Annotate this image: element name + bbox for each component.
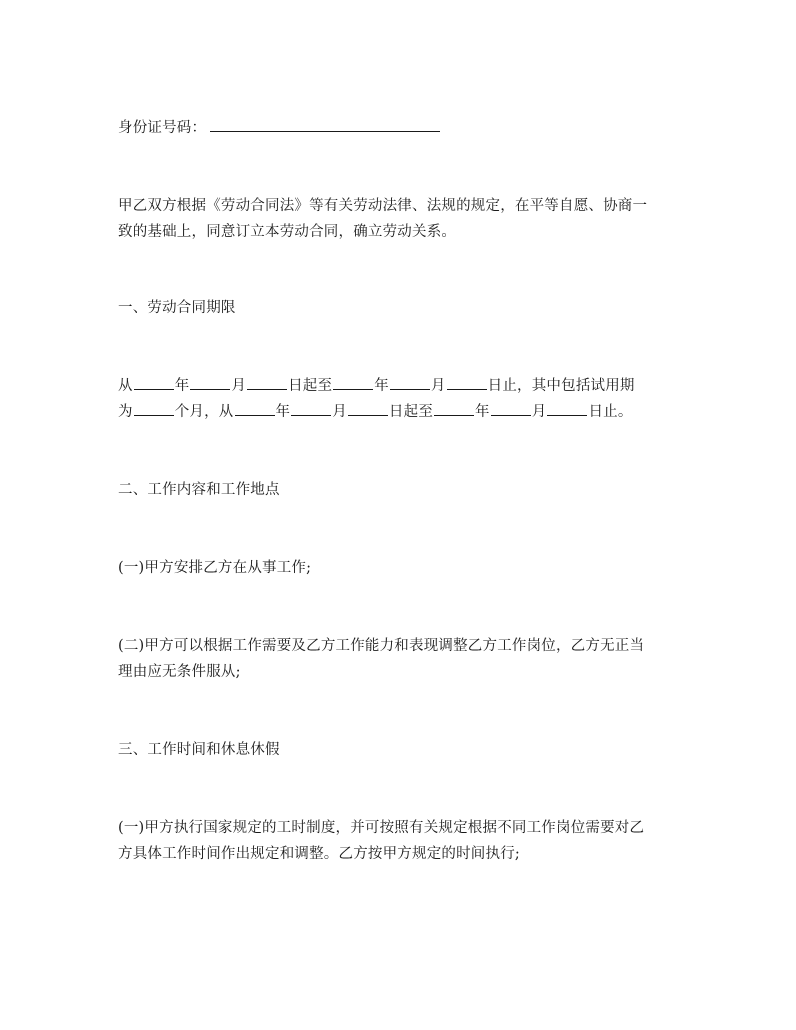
contract-term-paragraph: [118, 373, 684, 425]
probation-start-year-blank[interactable]: [235, 400, 275, 416]
term-from-text: 从: [118, 378, 133, 394]
probation-start-day-blank[interactable]: [348, 400, 388, 416]
start-year-blank[interactable]: [134, 374, 174, 390]
section-3-item-1-line-1: (一)甲方执行国家规定的工时制度，并可按照有关规定根据不同工作岗位需要对乙: [118, 820, 645, 836]
section-3-item-1-line-2: 方具体工作时间作出规定和调整。乙方按甲方规定的时间执行;: [118, 846, 520, 862]
id-number-label: 身份证号码：: [118, 120, 207, 136]
term-month-text-2: 月: [430, 378, 446, 394]
probation-prefix-text: 为: [118, 404, 133, 420]
probation-start-day-text: 日起至: [388, 404, 434, 420]
contract-term-line-1: [118, 373, 684, 399]
term-year-text-2: 年: [374, 378, 389, 394]
contract-term-line-2: [118, 399, 684, 425]
id-number-blank[interactable]: [210, 116, 440, 132]
section-3-heading-text: 三、工作时间和休息休假: [118, 742, 280, 758]
intro-paragraph: [118, 193, 684, 245]
id-number-line: [118, 115, 684, 141]
section-2-item-2-line-2: 理由应无条件服从;: [118, 664, 241, 680]
end-month-blank[interactable]: [390, 374, 430, 390]
term-end-day-text: 日止，其中包括试用期: [487, 378, 635, 394]
section-2-item-1: [118, 555, 684, 581]
term-year-text: 年: [174, 378, 190, 394]
probation-months-blank[interactable]: [134, 400, 174, 416]
start-month-blank[interactable]: [190, 374, 230, 390]
probation-start-month-blank[interactable]: [291, 400, 331, 416]
probation-end-month-blank[interactable]: [491, 400, 531, 416]
section-3-heading: [118, 737, 684, 763]
section-2-heading-text: 二、工作内容和工作地点: [118, 482, 280, 498]
probation-end-day-blank[interactable]: [547, 400, 587, 416]
probation-month-text: 月: [332, 404, 347, 420]
end-day-blank[interactable]: [447, 374, 487, 390]
probation-month-text-2: 月: [531, 404, 547, 420]
section-2-item-2-line-1: (二)甲方可以根据工作需要及乙方工作能力和表现调整乙方工作岗位，乙方无正当: [118, 638, 645, 654]
probation-year-text-2: 年: [475, 404, 490, 420]
probation-months-unit-text: 个月，从: [174, 404, 234, 420]
term-month-text: 月: [231, 378, 247, 394]
probation-final-end-text: 日止。: [588, 404, 633, 420]
section-2-item-1-text: (一)甲方安排乙方在从事工作;: [118, 560, 312, 576]
section-1-heading: [118, 295, 684, 321]
probation-year-text: 年: [275, 404, 291, 420]
section-3-item-1: [118, 815, 684, 867]
end-year-blank[interactable]: [333, 374, 373, 390]
section-1-heading-text: 一、劳动合同期限: [118, 300, 236, 316]
intro-line-1: 甲乙双方根据《劳动合同法》等有关劳动法律、法规的规定，在平等自愿、协商一: [118, 198, 648, 214]
section-2-item-2: [118, 633, 684, 685]
term-start-day-text: 日起至: [288, 378, 333, 394]
intro-line-2: 致的基础上，同意订立本劳动合同，确立劳动关系。: [118, 224, 457, 240]
start-day-blank[interactable]: [247, 374, 287, 390]
section-2-heading: [118, 477, 684, 503]
probation-end-year-blank[interactable]: [434, 400, 474, 416]
